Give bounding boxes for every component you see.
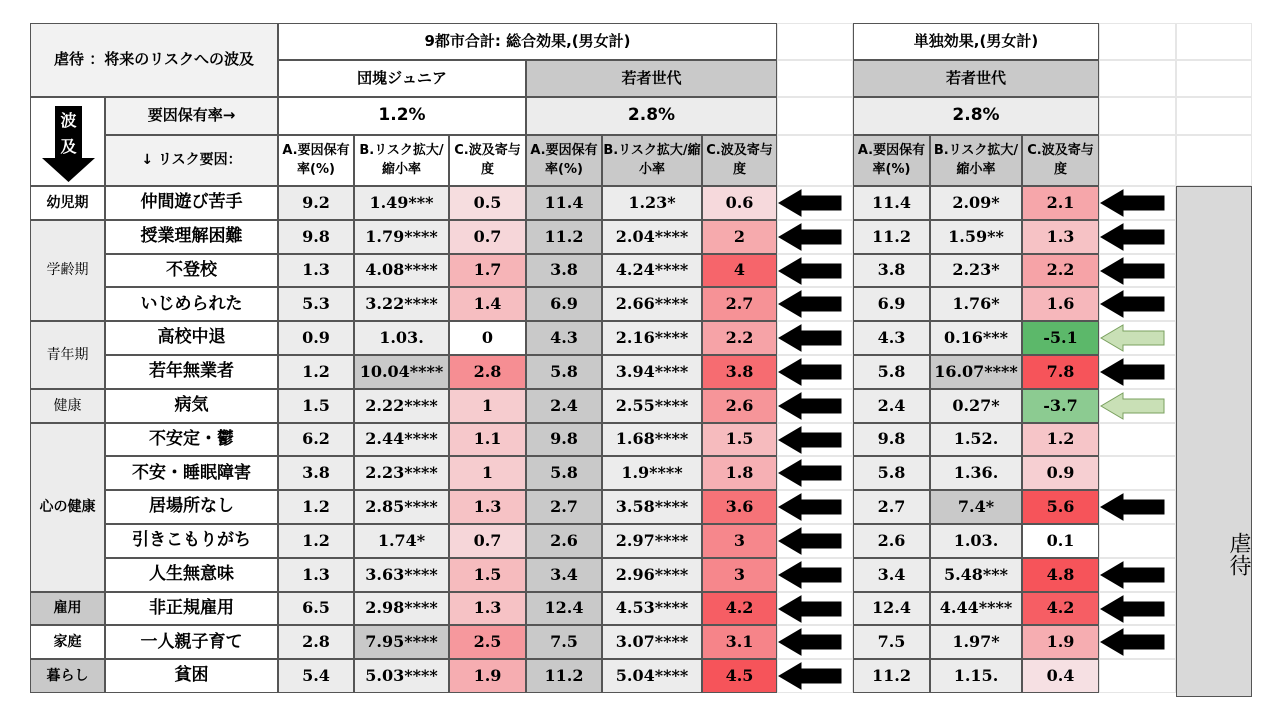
value-c: 2.6: [702, 389, 777, 423]
value-b: 0.27*: [930, 389, 1022, 423]
grid-cell: [1099, 135, 1176, 186]
left-arrow-icon: [777, 289, 853, 319]
value-c: 4.2: [702, 592, 777, 626]
value-b: 4.24****: [602, 254, 702, 288]
group-header-total: 9都市合計: 総合効果,(男女計): [278, 23, 777, 60]
left-arrow-icon: [777, 188, 853, 218]
factor-rate-label: 要因保有率→: [105, 97, 278, 135]
value-c: 1.7: [449, 254, 526, 288]
left-arrow-icon: [1099, 323, 1176, 353]
grid-cell: [1099, 423, 1176, 457]
value-a: 11.2: [526, 220, 602, 254]
value-a: 5.8: [526, 456, 602, 490]
value-b: 2.55****: [602, 389, 702, 423]
value-a: 6.2: [278, 423, 354, 457]
value-c: 0: [449, 321, 526, 355]
grid-cell: [1176, 135, 1252, 186]
risk-label: 不安定・鬱: [105, 423, 278, 457]
value-c: 1.3: [1022, 220, 1099, 254]
value-a: 9.2: [278, 186, 354, 220]
value-a: 1.2: [278, 490, 354, 524]
grid-cell: [1176, 97, 1252, 135]
value-c: 1.5: [449, 558, 526, 592]
risk-label: 貧困: [105, 659, 278, 693]
left-arrow-icon: [777, 458, 853, 488]
risk-label: 仲間遊び苦手: [105, 186, 278, 220]
rate-single: 2.8%: [853, 97, 1099, 135]
value-b: 2.22****: [354, 389, 449, 423]
column-header: B.リスク拡大/縮小率: [354, 135, 449, 186]
value-c: 1.9: [1022, 625, 1099, 659]
value-c: 0.5: [449, 186, 526, 220]
value-c: -3.7: [1022, 389, 1099, 423]
value-b: 4.44****: [930, 592, 1022, 626]
value-b: 1.97*: [930, 625, 1022, 659]
value-a: 3.8: [853, 254, 930, 288]
risk-label: 居場所なし: [105, 490, 278, 524]
generation-wakamono-single: 若者世代: [853, 60, 1099, 97]
value-a: 11.4: [853, 186, 930, 220]
grid-cell: [777, 97, 853, 135]
value-c: 2.1: [1022, 186, 1099, 220]
value-a: 3.4: [526, 558, 602, 592]
value-a: 12.4: [526, 592, 602, 626]
value-c: 2.5: [449, 625, 526, 659]
period-label: 幼児期: [30, 186, 105, 220]
left-arrow-icon: [1099, 492, 1176, 522]
value-b: 1.59**: [930, 220, 1022, 254]
risk-label: 非正規雇用: [105, 592, 278, 626]
value-a: 1.2: [278, 355, 354, 389]
value-c: 0.1: [1022, 524, 1099, 558]
left-arrow-icon: [1099, 357, 1176, 387]
value-b: 7.95****: [354, 625, 449, 659]
value-b: 1.03.: [930, 524, 1022, 558]
value-a: 2.7: [526, 490, 602, 524]
left-arrow-icon: [777, 594, 853, 624]
grid-cell: [1099, 97, 1176, 135]
risk-label: 病気: [105, 389, 278, 423]
value-b: 5.04****: [602, 659, 702, 693]
value-a: 3.8: [526, 254, 602, 288]
value-c: 1: [449, 456, 526, 490]
value-b: 1.23*: [602, 186, 702, 220]
column-header: B.リスク拡大/縮小率: [602, 135, 702, 186]
hamon-char-1: 波: [60, 111, 77, 130]
value-a: 2.8: [278, 625, 354, 659]
value-c: 1.9: [449, 659, 526, 693]
rate-dankai: 1.2%: [278, 97, 526, 135]
target-label: 虐待: [1176, 186, 1252, 697]
table-title: 虐待 ：将来のリスクへの波及: [30, 23, 278, 97]
value-a: 3.8: [278, 456, 354, 490]
value-b: 2.23****: [354, 456, 449, 490]
value-b: 3.07****: [602, 625, 702, 659]
value-c: 0.7: [449, 524, 526, 558]
value-b: 1.49***: [354, 186, 449, 220]
value-c: 2.2: [702, 321, 777, 355]
risk-factor-label: ↓ リスク要因：: [105, 135, 278, 186]
grid-cell: [777, 23, 853, 60]
value-b: 5.03****: [354, 659, 449, 693]
value-a: 12.4: [853, 592, 930, 626]
left-arrow-icon: [777, 256, 853, 286]
value-a: 11.2: [526, 659, 602, 693]
value-c: 0.4: [1022, 659, 1099, 693]
left-arrow-icon: [1099, 594, 1176, 624]
grid-cell: [1099, 659, 1176, 693]
value-b: 2.44****: [354, 423, 449, 457]
value-c: 1: [449, 389, 526, 423]
value-b: 0.16***: [930, 321, 1022, 355]
value-a: 2.7: [853, 490, 930, 524]
value-c: 2.2: [1022, 254, 1099, 288]
risk-label: 若年無業者: [105, 355, 278, 389]
grid-cell: [1099, 456, 1176, 490]
value-c: 4: [702, 254, 777, 288]
value-b: 1.36.: [930, 456, 1022, 490]
risk-label: 不安・睡眠障害: [105, 456, 278, 490]
value-a: 5.8: [853, 456, 930, 490]
grid-cell: [1176, 60, 1252, 97]
value-b: 2.97****: [602, 524, 702, 558]
value-a: 1.3: [278, 254, 354, 288]
risk-label: 授業理解困難: [105, 220, 278, 254]
period-label: 心の健康: [30, 423, 105, 592]
left-arrow-icon: [777, 492, 853, 522]
value-c: 3.1: [702, 625, 777, 659]
value-b: 3.58****: [602, 490, 702, 524]
value-c: 3.6: [702, 490, 777, 524]
value-b: 1.74*: [354, 524, 449, 558]
value-b: 3.22****: [354, 287, 449, 321]
left-arrow-icon: [1099, 560, 1176, 590]
left-arrow-icon: [777, 560, 853, 590]
value-c: 2: [702, 220, 777, 254]
value-a: 9.8: [853, 423, 930, 457]
column-header: A.要因保有率(%): [278, 135, 354, 186]
value-c: 0.7: [449, 220, 526, 254]
value-b: 2.66****: [602, 287, 702, 321]
value-a: 11.2: [853, 659, 930, 693]
value-a: 11.2: [853, 220, 930, 254]
value-a: 5.8: [526, 355, 602, 389]
value-b: 1.52.: [930, 423, 1022, 457]
risk-label: いじめられた: [105, 287, 278, 321]
value-a: 1.5: [278, 389, 354, 423]
value-a: 6.9: [853, 287, 930, 321]
value-c: -5.1: [1022, 321, 1099, 355]
rate-wakamono: 2.8%: [526, 97, 777, 135]
value-c: 2.7: [702, 287, 777, 321]
value-c: 4.2: [1022, 592, 1099, 626]
left-arrow-icon: [1099, 391, 1176, 421]
value-c: 1.8: [702, 456, 777, 490]
value-a: 5.3: [278, 287, 354, 321]
value-c: 2.8: [449, 355, 526, 389]
value-c: 1.3: [449, 490, 526, 524]
value-c: 4.8: [1022, 558, 1099, 592]
value-c: 1.1: [449, 423, 526, 457]
column-header: C.波及寄与度: [449, 135, 526, 186]
value-b: 3.63****: [354, 558, 449, 592]
value-b: 1.79****: [354, 220, 449, 254]
value-b: 2.09*: [930, 186, 1022, 220]
left-arrow-icon: [777, 526, 853, 556]
value-b: 2.98****: [354, 592, 449, 626]
value-b: 5.48***: [930, 558, 1022, 592]
left-arrow-icon: [777, 323, 853, 353]
value-a: 5.4: [278, 659, 354, 693]
value-a: 1.3: [278, 558, 354, 592]
value-b: 1.03.: [354, 321, 449, 355]
value-a: 4.3: [853, 321, 930, 355]
value-a: 9.8: [278, 220, 354, 254]
value-c: 1.2: [1022, 423, 1099, 457]
column-header: C.波及寄与度: [1022, 135, 1099, 186]
left-arrow-icon: [777, 391, 853, 421]
grid-cell: [1099, 23, 1176, 60]
left-arrow-icon: [1099, 188, 1176, 218]
grid-cell: [1099, 524, 1176, 558]
grid-cell: [1176, 23, 1252, 60]
value-a: 5.8: [853, 355, 930, 389]
column-header: A.要因保有率(%): [526, 135, 602, 186]
period-label: 家庭: [30, 625, 105, 659]
value-c: 1.5: [702, 423, 777, 457]
left-arrow-icon: [777, 627, 853, 657]
grid-cell: [777, 60, 853, 97]
value-c: 3.8: [702, 355, 777, 389]
column-header: C.波及寄与度: [702, 135, 777, 186]
left-arrow-icon: [777, 357, 853, 387]
value-a: 4.3: [526, 321, 602, 355]
value-c: 7.8: [1022, 355, 1099, 389]
left-arrow-icon: [1099, 222, 1176, 252]
generation-wakamono: 若者世代: [526, 60, 777, 97]
value-b: 2.85****: [354, 490, 449, 524]
grid-cell: [777, 135, 853, 186]
risk-label: 引きこもりがち: [105, 524, 278, 558]
value-a: 2.6: [853, 524, 930, 558]
value-a: 9.8: [526, 423, 602, 457]
value-a: 2.4: [853, 389, 930, 423]
left-arrow-icon: [1099, 627, 1176, 657]
value-c: 4.5: [702, 659, 777, 693]
risk-label: 一人親子育て: [105, 625, 278, 659]
period-label: 青年期: [30, 321, 105, 389]
value-b: 1.76*: [930, 287, 1022, 321]
value-a: 7.5: [526, 625, 602, 659]
risk-label: 不登校: [105, 254, 278, 288]
left-arrow-icon: [1099, 256, 1176, 286]
left-arrow-icon: [777, 661, 853, 691]
value-b: 7.4*: [930, 490, 1022, 524]
value-b: 4.53****: [602, 592, 702, 626]
value-b: 3.94****: [602, 355, 702, 389]
value-c: 3: [702, 558, 777, 592]
period-label: 暮らし: [30, 659, 105, 693]
value-b: 1.15.: [930, 659, 1022, 693]
value-b: 2.04****: [602, 220, 702, 254]
value-b: 10.04****: [354, 355, 449, 389]
value-b: 1.68****: [602, 423, 702, 457]
risk-label: 人生無意味: [105, 558, 278, 592]
value-a: 2.6: [526, 524, 602, 558]
value-c: 3: [702, 524, 777, 558]
value-a: 0.9: [278, 321, 354, 355]
grid-cell: [1099, 60, 1176, 97]
generation-dankai: 団塊ジュニア: [278, 60, 526, 97]
value-c: 5.6: [1022, 490, 1099, 524]
value-a: 11.4: [526, 186, 602, 220]
value-a: 6.5: [278, 592, 354, 626]
value-b: 2.96****: [602, 558, 702, 592]
value-b: 1.9****: [602, 456, 702, 490]
column-header: A.要因保有率(%): [853, 135, 930, 186]
value-b: 16.07****: [930, 355, 1022, 389]
period-label: 雇用: [30, 592, 105, 626]
value-c: 1.4: [449, 287, 526, 321]
column-header: B.リスク拡大/縮小率: [930, 135, 1022, 186]
value-c: 1.6: [1022, 287, 1099, 321]
left-arrow-icon: [777, 425, 853, 455]
value-a: 7.5: [853, 625, 930, 659]
left-arrow-icon: [777, 222, 853, 252]
value-b: 4.08****: [354, 254, 449, 288]
value-b: 2.23*: [930, 254, 1022, 288]
value-a: 6.9: [526, 287, 602, 321]
value-a: 1.2: [278, 524, 354, 558]
group-header-single: 単独効果,(男女計): [853, 23, 1099, 60]
risk-label: 高校中退: [105, 321, 278, 355]
hamon-char-2: 及: [60, 137, 77, 156]
period-label: 健康: [30, 389, 105, 423]
value-c: 0.9: [1022, 456, 1099, 490]
value-a: 2.4: [526, 389, 602, 423]
value-c: 1.3: [449, 592, 526, 626]
value-c: 0.6: [702, 186, 777, 220]
value-b: 2.16****: [602, 321, 702, 355]
left-arrow-icon: [1099, 289, 1176, 319]
value-a: 3.4: [853, 558, 930, 592]
period-label: 学齢期: [30, 220, 105, 321]
hamon-arrow-cell: [30, 97, 105, 186]
